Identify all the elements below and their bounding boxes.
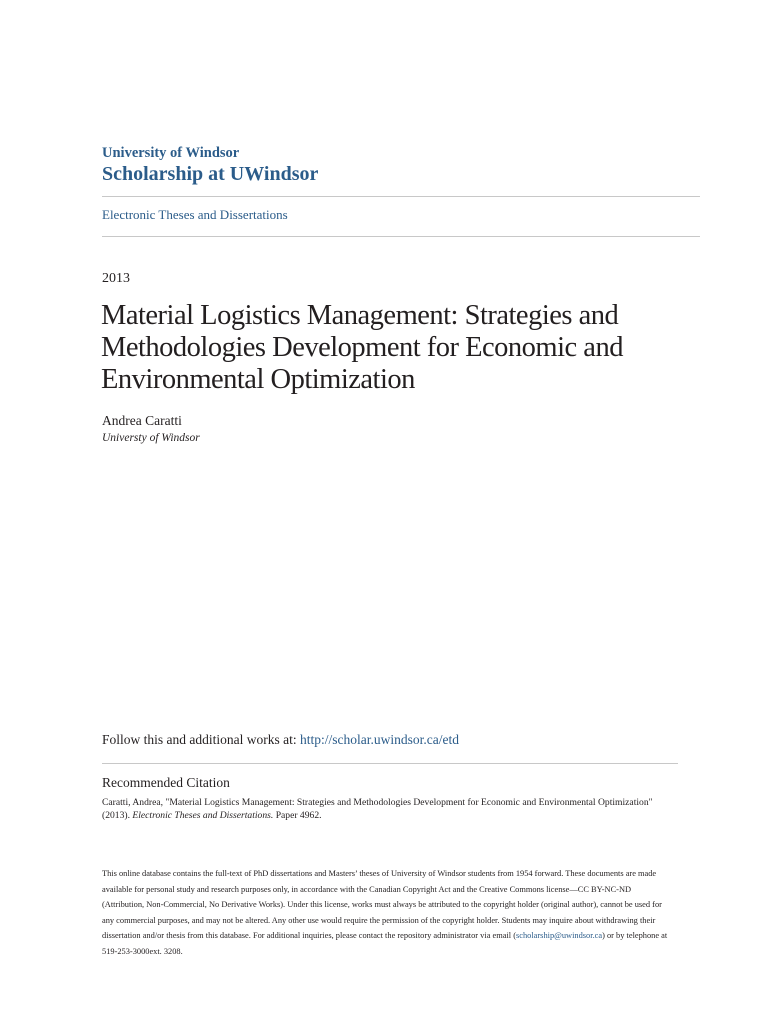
document-title: Material Logistics Management: Strategies and Methodologies Development for Economic and Environmental Optimization <box>101 300 623 395</box>
follow-text: Follow this and additional works at: <box>102 732 297 747</box>
contact-email-link[interactable]: scholarship@uwindsor.ca <box>516 931 603 941</box>
author-name: Andrea Caratti <box>102 413 182 428</box>
university-name[interactable]: University of Windsor <box>102 145 240 161</box>
citation-series: Electronic Theses and Dissertations. <box>132 810 274 821</box>
citation-text <box>102 796 662 822</box>
follow-line <box>102 732 459 748</box>
citation-divider <box>102 763 678 764</box>
series-divider <box>102 236 700 237</box>
license-notice <box>102 866 672 960</box>
license-text-end: ) or by telephone at 519-253-3000ext. 3208. <box>102 931 668 956</box>
repository-header[interactable] <box>102 145 318 186</box>
repository-name[interactable]: Scholarship at UWindsor <box>102 163 319 185</box>
citation-heading: Recommended Citation <box>102 775 230 790</box>
citation-paper: Paper 4962. <box>275 810 322 821</box>
author-affiliation: Universty of Windsor <box>102 432 200 444</box>
header-divider <box>102 196 700 197</box>
citation-main: Caratti, Andrea, "Material Logistics Management: Strategies and Methodologies Development for Economic and Environmental Optimization" (2013). <box>102 797 653 821</box>
license-text: This online database contains the full-text of PhD dissertations and Masters’ theses of University of Windsor students from 1954 forward. These documents are made available for personal study and research purposes only, in accordance with the Canadian Copyright Act and the Creative Commons license—CC BY-NC-ND (Attribution, Non-Commercial, No Derivative Works). Under this license, works must always be attributed to the copyright holder (original author), cannot be used for any commercial purposes, and may not be altered. Any other use would require the permission of the copyright holder. Students may inquire about withdrawing their dissertation and/or thesis from this database. For additional inquiries, please contact the repository administrator via email ( <box>102 869 662 941</box>
series-link[interactable]: Electronic Theses and Dissertations <box>102 207 288 222</box>
collection-link[interactable]: http://scholar.uwindsor.ca/etd <box>300 732 459 747</box>
publication-year: 2013 <box>102 271 130 286</box>
